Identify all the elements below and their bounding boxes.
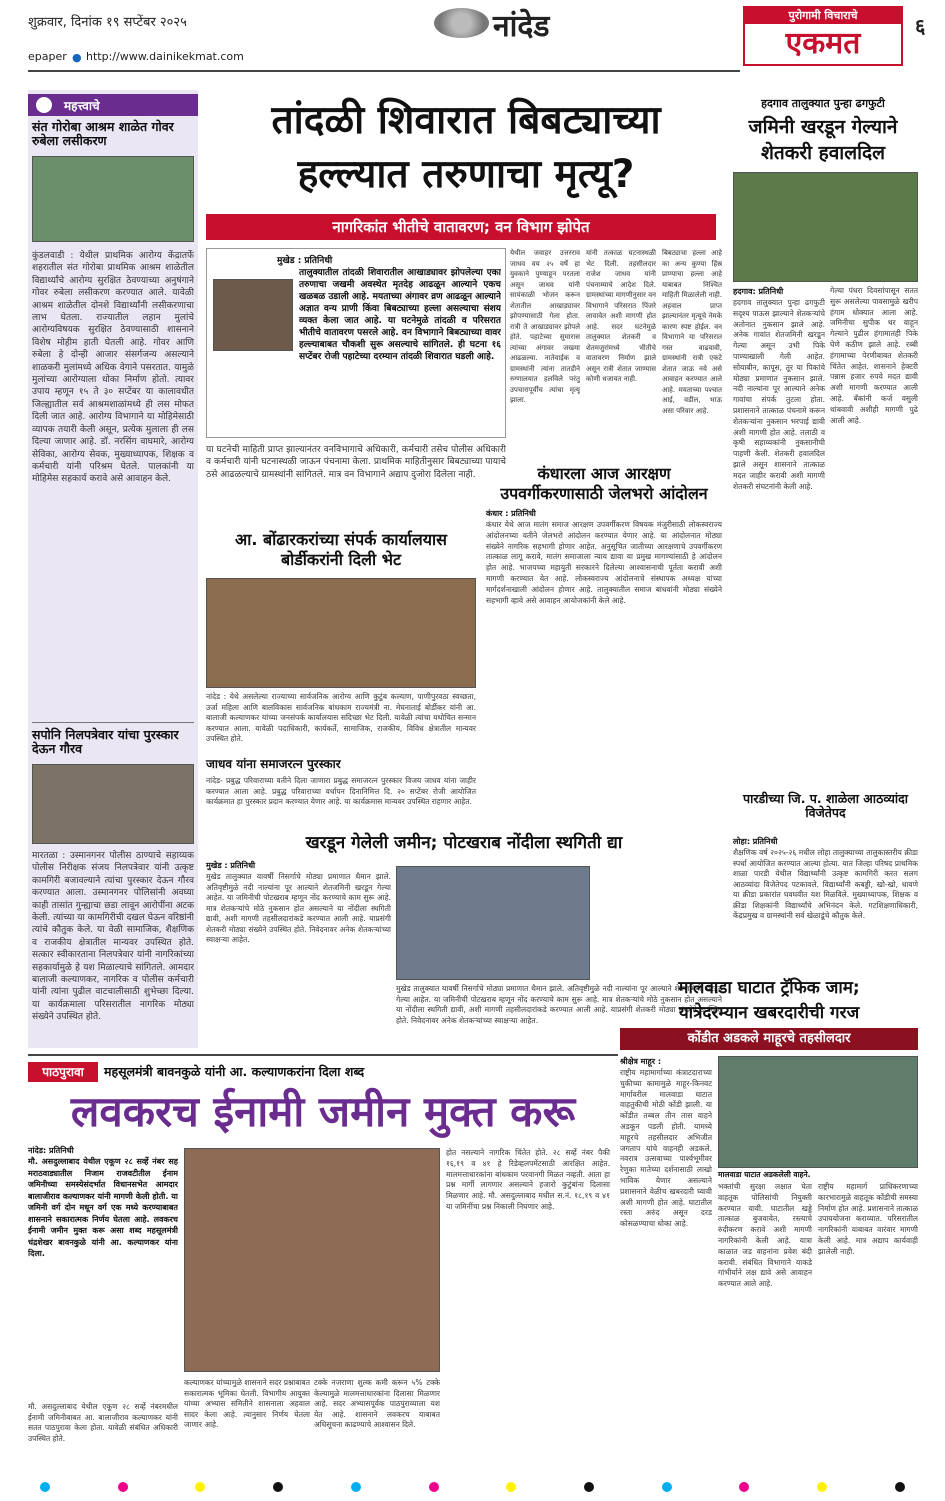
bottom-photo [184,1148,440,1372]
sidebar-label [28,94,198,116]
right3-headline-2: यात्रेदरम्यान खबरदारीची गरज [678,1003,860,1023]
right2-body: शैक्षणिक वर्ष २०२५-२६ मधील लोहा तालुक्याच्या तालुकास्तरीय क्रीडा स्पर्धा आयोजित करण्यात आल्या होत्या. यात जिल्हा परिषद प्राथमिक शाळा पारडी येथील विद्यार्थ्यांनी उत्कृष्ट कामगिरी करत सलग आठव्यांदा विजेतेपद पटकावले. विद्यार्थ्यांनी कबड्डी, खो-खो, धावणे या क्रीडा प्रकारांत घवघवीत यश मिळविले. मुख्याध्यापक, शिक्षक व क्रीडा शिक्षकांनी विद्यार्थ्यांचे अभिनंदन केले. गटशिक्षणाधिकारी, केंद्रप्रमुख व ग्रामस्थांनी सर्व खेळाडूंचे कौतुक केले. [733,848,918,920]
website-link[interactable]: http://www.dainikekmat.com [86,50,244,63]
registration-mark [273,1482,283,1492]
registration-mark [739,1482,749,1492]
right1-body-2: गेल्या पंधरा दिवसांपासून सतत सुरू असलेल्या पावसामुळे खरीप हंगाम धोक्यात आला आहे. जमिनीचा सुपीक थर वाहून गेल्याने पुढील हंगामातही पिके घेणे कठीण झाले आहे. रब्बी हंगामाच्या पेरणीबाबत शेतकरी चिंतेत आहेत. शासनाने हेक्टरी पन्नास हजार रुपये मदत द्यावी अशी मागणी करण्यात आली आहे. बँकांनी कर्ज वसुली थांबवावी अशीही मागणी पुढे आली आहे. [830,286,918,425]
sub3-body: कंधार येथे आज मातंग समाज आरक्षण उपवर्गीकरण विषयक मंजुरीसाठी लोकस्वराज्य आंदोलनच्या वतीने जेलभरो आंदोलन करण्यात येणार आहे. या आंदोलनात मोठ्या संख्येने नागरिक सहभागी होणार आहेत. अनुसूचित जातीच्या आरक्षणाचे उपवर्गीकरण तात्काळ लागू करावे, मातंग समाजाला न्याय द्यावा या प्रमुख मागण्यांसाठी हे आंदोलन होत आहे. भाजपच्या महायुती सरकारने दिलेल्या आश्वासनाची पूर्तता करावी अशी मागणी करण्यात येत आहे. लोकस्वराज्य आंदोलनाचे संस्थापक अध्यक्ष यांच्या मार्गदर्शनाखाली आंदोलन होणार आहे. तालुक्यातील समाज बांधवांनी मोठ्या संख्येने सहभागी व्हावे असे आवाहन आयोजकांनी केले आहे. [486,520,722,605]
right3-caption: मालवाडा घाटात अडकलेली वाहने. [718,1170,811,1179]
right1-caption: हदगाव: प्रतिनिधी [733,287,784,296]
bottom-body-3: टक्के नजराणा शुल्क कमी करून ५% टक्के केल्यामुळे मालमत्ताधारकांना दिलासा मिळणार आहे. सदर अभ्यासपूर्वक पाठपुराव्याला यश येत आहे. शासनाने लवकरच याबाबत अधिसूचना काढण्याचे आश्वासन दिले. [314,1378,440,1429]
registration-mark [195,1482,205,1492]
right3-body-2: भक्तांची सुरक्षा लक्षात घेता वाहतूक पोलिसांची नियुक्ती करण्यात यावी. घाटातील खड्डे तात्काळ बुजवावेत, रस्त्याचे रुंदीकरण करावे अशी मागणी नागरिकांनी केली आहे. यात्रा काळात जड वाहनांना प्रवेश बंदी करावी. संबंधित विभागाने याकडे गांभीर्याने लक्ष द्यावे असे आवाहन करण्यात आले आहे. [718,1182,812,1289]
right2-headline: पारडीच्या जि. प. शाळेला आठव्यांदा विजेतेपद [743,791,908,821]
sub4-dateline: मुखेड : प्रतिनिधी [206,861,256,870]
lead-body-1: या घटनेची माहिती प्राप्त झाल्यानंतर वनविभागाचे अधिकारी, कर्मचारी तसेच पोलीस अधिकारी व कर्मचारी यांनी घटनास्थळी जाऊन पंचनामा केला. प्राथमिक माहितीनुसार बिबट्याच्या पायाचे ठसे आढळल्याचे ग्रामस्थांनी सांगितले. मात्र वन विभागाने अद्याप दुजोरा दिलेला नाही. [206,445,506,480]
masthead-edition: नांदेड [493,9,550,44]
bottom-headline: लवकरच ईनामी जमीन मुक्त करू [70,1087,576,1136]
sub2-headline: जाधव यांना समाजरत्न पुरस्कार [206,757,341,771]
right3-body: राष्ट्रीय महामार्गाच्या कंत्राटदाराच्या चुकीच्या कामामुळे माहूर-किनवट मार्गावरील मालवाडा घाटात वाहतुकीची मोठी कोंडी झाली. या कोंडीत तब्बल तीन तास वाहने अडकून पडली होती. यामध्ये माहूरचे तहसीलदार अभिजीत जगताप यांचे वाहनही अडकले. नवरात्र उत्सवाच्या पार्श्वभूमीवर रेणुका मातेच्या दर्शनासाठी लाखो भाविक येणार असल्याने प्रशासनाने वेळीच खबरदारी घ्यावी अशी मागणी होत आहे. घाटातील रस्ता अरुंद असून दरड कोसळण्याचा धोका आहे. [620,1068,712,1229]
registration-mark [662,1482,672,1492]
masthead-date: शुक्रवार, दिनांक १९ सप्टेंबर २०२५ [28,15,187,30]
sub2-body: नांदेड- प्रबुद्ध परिवाराच्या वतीने दिला जाणारा प्रबुद्ध समाजरत्न पुरस्कार विजय जाधव यांना जाहीर करण्यात आला आहे. प्रबुद्ध परिवाराच्या वर्धापन दिनानिमित्त दि. २० सप्टेंबर रोजी आयोजित कार्यक्रमात हा पुरस्कार प्रदान करण्यात येणार आहे. या कार्यक्रमास मान्यवर उपस्थित राहणार आहेत. [206,776,476,806]
bottom-kicker: महसूलमंत्री बावनकुळे यांनी आ. कल्याणकरांना दिला शब्द [104,1064,365,1079]
sidebar [28,90,198,1048]
registration-mark [429,1482,439,1492]
sidebar-story2-headline: सपोनि निलपत्रेवार यांचा पुरस्कार देऊन गौरव [32,727,179,757]
bottom-label-text: पाठपुरावा [42,1065,84,1079]
bottom-dateline: नांदेड: प्रतिनिधी [28,1146,74,1155]
registration-mark [118,1482,128,1492]
registration-bar [0,1482,945,1494]
sub4-body-2: मुखेड तालुक्यात यावर्षी निसर्गाचे मोठ्या प्रमाणात थैमान झाले. अतिवृष्टीमुळे नदी नाल्यांना पूर आल्याने शेतजमिनी खरडून गेल्या आहेत. या जमिनीची पोटखराब म्हणून नोंद करण्याचे काम सुरू आहे. मात्र शेतकऱ्यांचे मोठे नुकसान होत असल्याने या नोंदीला स्थगिती द्यावी, अशी मागणी तहसीलदारांकडे करण्यात आली आहे. याप्रसंगी शेतकरी मोठ्या संख्येने उपस्थित होते. निवेदनावर अनेक शेतकऱ्यांच्या स्वाक्षऱ्या आहेत. [396,984,722,1025]
globe-icon: ● [72,51,82,64]
right3-headline-1: मालवाडा घाटात ट्रॅफिक जाम; [678,978,860,998]
registration-mark [351,1482,361,1492]
bottom-body-2: कल्याणकर यांच्यामुळे शासनाने सदर प्रश्नाबाबत सकारात्मक भूमिका घेतली. विभागीय आयुक्त यांच्या अभ्यास समितीने शासनाला अहवाल सादर केला आहे. त्यानुसार निर्णय घेतला जाणार आहे. [184,1378,310,1429]
bottom-rule [28,1054,618,1056]
lead-headline-1: तांदळी शिवारात बिबट्याच्या [271,98,661,143]
registration-mark [40,1482,50,1492]
sidebar-bullet-icon [36,97,52,113]
sidebar-divider [32,722,194,723]
lead-strap-text: नागरिकांत भीतीचे वातावरण; वन विभाग झोपेत [332,218,590,236]
right1-headline: जमिनी खरडून गेल्याने शेतकरी हवालदिल [748,116,898,164]
lead-headline-2: हल्ल्यात तरुणाचा मृत्यू? [297,152,635,197]
bottom-label [28,1062,98,1082]
sub4-headline: खरडून गेलेली जमीन; पोटखराब नोंदीला स्थगिती द्या [305,833,623,853]
registration-mark [895,1482,905,1492]
right3-dateline: श्रीक्षेत्र माहूर : [620,1057,662,1066]
right3-strap-text: कोंडीत अडकले माहूरचे तहसीलदार [687,1031,851,1046]
sub1-body: नांदेड : येथे असलेल्या राज्याच्या सार्वजनिक आरोग्य आणि कुटुंब कल्याण, पाणीपुरवठा स्वच्छता, उर्जा महिला आणि बालविकास सार्वजनिक बांधकाम राज्यमंत्री ना. मेघनाताई बोर्डीकर यांनी आ. बालाजी कल्याणकर यांच्या जनसंपर्क कार्यालयास सदिच्छा भेट दिली. यावेळी त्यांचा यथोचित सन्मान करण्यात आला. यावेळी पदाधिकारी, कार्यकर्ते, सामाजिक, राजकीय, विविध क्षेत्रातील मान्यवर उपस्थित होते. [206,692,476,743]
sidebar-story2-photo [32,764,194,844]
masthead [0,0,945,80]
sidebar-label-text: महत्त्वाचे [64,99,100,113]
sidebar-story2-body: मारतळा : उस्मानगनर पोलीस ठाण्याचे सहाय्यक पोलीस निरीक्षक संजय निलपत्रेवार यांनी उत्कृष्ट कामगिरी बजावल्याने त्यांचा पुरस्कार देऊन गौरव करण्यात आला. उस्मानगनर पोलिसांनी अवघ्या काही तासांत गुन्ह्याचा छडा लावून आरोपींना अटक केली. त्यांच्या या कामगिरीची दखल घेऊन वरिष्ठांनी त्यांचे कौतुक केले. या वेळी सामाजिक, शैक्षणिक व राजकीय क्षेत्रातील मान्यवर उपस्थित होते. सत्कार स्वीकारताना निलपत्रेवार यांनी नागरिकांच्या सहकार्यामुळे हे यश मिळाल्याचे सांगितले. आमदार बालाजी कल्याणकर, नागरिक व पोलीस कर्मचारी यांनी त्यांना पुढील वाटचालीसाठी शुभेच्छा दिल्या. या कार्यक्रमाला परिसरातील नागरिक मोठ्या संख्येने उपस्थित होते. [32,851,194,1023]
lead-body-3: यांनी तत्काळ घटनास्थळी भेट दिली. तहसीलदार राजेश जाधव यांनी पंचनाम्याचे आदेश दिले. ग्रामस्थांच्या मागणीनुसार वन विभागाने परिसरात पिंजरे लावावेत अशी मागणी होत आहे. सदर घटनेमुळे तालुक्यात शेतकरी व शेतमजुरांमध्ये भीतीचे वातावरण निर्माण झाले असून रात्री शेतात जाण्यास कोणी धजावत नाही. [586,249,656,383]
registration-mark [506,1482,516,1492]
lead-dateline: मुखेड : प्रतिनिधी [277,256,333,266]
right3-photo [718,1056,918,1168]
right1-kicker: हदगाव तालुक्यात पुन्हा ढगफुटी [761,97,885,110]
lead-portrait [213,279,293,351]
lead-intro-box [206,248,506,438]
registration-mark [817,1482,827,1492]
right2-dateline: लोहा: प्रतिनिधी [733,837,778,846]
page-number: ६ [915,14,926,38]
masthead-tagline: पुरोगामी विचाराचे [745,8,901,24]
lead-body-4: बिबट्याचा हल्ला आहे का अन्य कुण्या हिंस्र प्राण्याचा हल्ला आहे याबाबत निश्चित माहिती मिळालेली नाही. अहवाल प्राप्त झाल्यानंतर मृत्यूचे नेमके कारण स्पष्ट होईल. वन विभागाने या परिसरात गस्त वाढवावी, ग्रामस्थांनी रात्री एकटे शेतात जाऊ नये असे आवाहन करण्यात आले आहे. मयताच्या पश्चात आई, वडील, भाऊ असा परिवार आहे. [662,249,722,415]
sub4-photo [396,866,590,980]
right3-strap [620,1028,918,1050]
lead-body-2: येथील जवाहर उत्तरराव जाधव वय २५ वर्षे हा युवकाने पुण्याहून परतला असून जाधव यांनी सायंकाळी भोजन करून शेतातील आखाड्यावर झोपण्यासाठी गेला होता. रात्री ते आखाड्यावर झोपले होते. पहाटेच्या सुमारास त्यांच्या अंगावर जखमा आढळल्या. नातेवाईक व ग्रामस्थांनी त्यांना तातडीने रुग्णालयात हलविले परंतु उपचारापूर्वीच त्यांचा मृत्यू झाला. [510,249,580,404]
bottom-body-1: मौ. असदुल्लाबाद येथील एकूण २८ सर्व्हे नंबरमधील ईनामी जमिनीबाबत आ. बालाजीराव कल्याणकर यांनी सतत पाठपुरावा केला होता. यावेळी संबंधित अधिकारी उपस्थित होते. [28,1402,178,1443]
masthead-rule [28,70,740,72]
right1-photo [733,172,918,282]
epaper-label: epaper [28,50,67,63]
sub4-body: मुखेड तालुक्यात यावर्षी निसर्गाचे मोठ्या प्रमाणात थैमान झाले. अतिवृष्टीमुळे नदी नाल्यांना पूर आल्याने शेतजमिनी खरडून गेल्या आहेत. या जमिनीची पोटखराब म्हणून नोंद करण्याचे काम सुरू आहे. मात्र शेतकऱ्यांचे मोठे नुकसान होत असल्याने या नोंदीला स्थगिती द्यावी, अशी मागणी तहसीलदारांकडे करण्यात आली आहे. याप्रसंगी शेतकरी मोठ्या संख्येने उपस्थित होते. निवेदनावर अनेक शेतकऱ्यांच्या स्वाक्षऱ्या आहेत. [206,872,391,944]
sidebar-story1-headline: संत गोरोबा आश्रम शाळेत गोवर रुबेला लसीकरण [32,119,174,149]
sub3-dateline: कंधार : प्रतिनिधी [486,509,536,518]
masthead-logo [743,6,903,66]
right1-body: हदगाव तालुक्यात पुन्हा ढगफुटी सदृश्य पाऊस झाल्याने शेतकऱ्यांचे अतोनात नुकसान झाले आहे. अनेक गावांत शेतजमिनी खरडून गेल्या असून उभी पिके पाण्याखाली गेली आहेत. सोयाबीन, कापूस, तूर या पिकांचे मोठ्या प्रमाणात नुकसान झाले. नदी नाल्यांना पूर आल्याने अनेक गावांचा संपर्क तुटला होता. प्रशासनाने तात्काळ पंचनामे करून शेतकऱ्यांना नुकसान भरपाई द्यावी अशी मागणी होत आहे. तलाठी व कृषी सहाय्यकांनी नुकसानीची पाहणी केली. शेतकरी हवालदिल झाले असून शासनाने तात्काळ मदत जाहीर करावी अशी मागणी शेतकरी संघटनांनी केली आहे. [733,298,825,491]
bottom-body-4: होत नसल्याने नागरिक चिंतेत होते. २८ सर्व्हे नंबर पैकी १६,१९ व ४१ हे रिडेव्हलपमेंटसाठी आरक्षित आहेत. मालमत्ताधारकांना बांधकाम परवानगी मिळत नव्हती. आता हा प्रश्न मार्गी लागणार असल्याने हजारो कुटुंबांना दिलासा मिळणार आहे. मौ. असदुल्लाबाद मधील स.नं. १८,१९ व ४१ या जमिनींचा प्रश्न निकाली निघणार आहे. [446,1148,610,1211]
bottom-body-5: राष्ट्रीय महामार्ग प्राधिकरणाच्या कारभारामुळे वाहतूक कोंडीची समस्या निर्माण होत आहे. प्रशासनाने तात्काळ उपाययोजना कराव्यात. परिसरातील नागरिकांनी याबाबत वारंवार मागणी केली आहे. मात्र अद्याप कार्यवाही झालेली नाही. [818,1182,918,1256]
sidebar-story1-photo [32,156,194,242]
sub3-headline: कंधारला आज आरक्षण उपवर्गीकरणासाठी जेलभरो आंदोलन [500,464,708,503]
masthead-emblem [434,8,489,38]
lead-strap [206,214,716,240]
sub1-photo [206,578,476,688]
lead-intro: तालुक्यातील तांदळी शिवारातील आखाड्यावर झोपलेल्या एका तरुणाचा जखमी अवस्थेत मृतदेह आढळून आल्याने एकच खळबळ उडाली आहे. मयताच्या अंगावर व्रण आढळून आल्याने अज्ञात वन्य प्राणी किंवा बिबट्याच्या हल्ला असल्याचा संशय व्यक्त केला जात आहे. या घटनेमुळे तांदळी व परिसरात भीतीचे वातावरण पसरले आहे. वन विभागाने बिबट्याच्या वावर हल्ल्याबाबत चौकशी सुरू असल्याचे सांगितले. ही घटना १६ सप्टेंबर रोजी पहाटेच्या दरम्यान तांदळी शिवारात घडली आहे. [299,268,501,362]
masthead-brand: एकमत [785,26,861,61]
bottom-intro: मौ. असदुल्लाबाद येथील एकूण २८ सर्व्हे नंबर सह मराठवाड्यातील निजाम राजवटीतील ईनाम जमिनीच्या समस्येसंदर्भात विधानसभेत आमदार बालाजीराव कल्याणकर यांनी मागणी केली होती. या जमिनी वर्ग दोन मधून वर्ग एक मध्ये करण्याबाबत शासनाने सकारात्मक निर्णय घेतला आहे. लवकरच ईनामी जमीन मुक्त करू असा शब्द महसूलमंत्री चंद्रशेखर बावनकुळे यांनी आ. कल्याणकर यांना दिला. [28,1157,178,1258]
sidebar-story1-body: कुंडलवाडी : येथील प्राथमिक आरोग्य केंद्रातर्फे शहरातील संत गोरोबा प्राथमिक आश्रम शाळेतील विद्यार्थ्यांचे आरोग्य सुरक्षित ठेवण्याच्या अनुषंगाने गोवर रुबेला लसीकरण करण्यात आले. यावेळी आश्रम शाळेतील दोनशे विद्यार्थ्यांनी लसीकरणाचा लाभ घेतला. राज्यातील लहान मुलांचे आरोग्यविषयक सुरक्षित ठेवण्यासाठी शासनाने विशेष मोहीम हाती घेतली आहे. गोवर आणि रुबेला हे दोन्ही आजार संसर्गजन्य असल्याने शाळकरी मुलांमध्ये अधिक वेगाने पसरतात. यामुळे मुलांच्या आरोग्याला धोका निर्माण होतो. त्यावर उपाय म्हणून १५ ते ३० सप्टेंबर या कालावधीत जिल्ह्यातील सर्व आश्रमशाळांमध्ये ही लस मोफत दिली जात आहे. आरोग्य विभागाने या मोहिमेसाठी व्यापक तयारी केली असून, प्रत्येक मुलाला ही लस दिल्या जाणार आहे. डॉ. नरसिंग वाघमारे, आरोग्य सेविका, आरोग्य सेवक, मुख्याध्यापक, शिक्षक व कर्मचारी यांनी परिश्रम घेतले. पालकांनी या मोहिमेस सहकार्य करावे असे आवाहन केले. [32,251,194,485]
sub1-headline: आ. बोंढारकरांच्या संपर्क कार्यालयास बोर्डीकरांनी दिली भेट [235,530,447,569]
registration-mark [584,1482,594,1492]
